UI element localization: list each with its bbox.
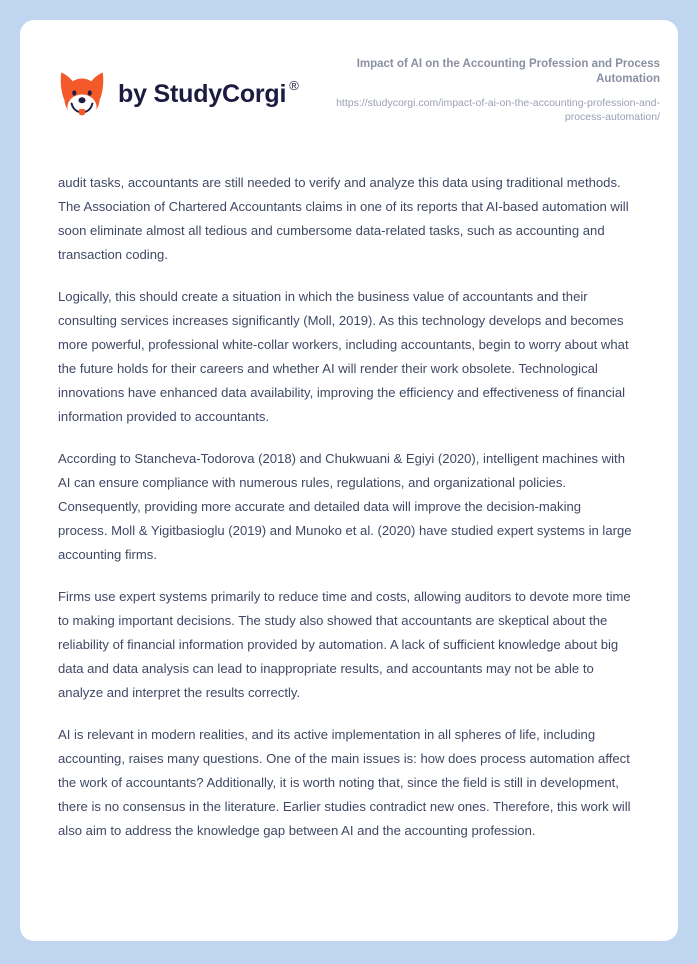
document-header — [20, 20, 678, 124]
article-body — [20, 171, 678, 843]
paragraph: audit tasks, accountants are still needed to verify and analyze this data using traditional methods. The Association of Chartered Accountants claims in one of its reports that AI-based automation will soon eliminate almost all tedious and cumbersome data-related tasks, such as accounting and transaction coding. — [58, 175, 629, 262]
brand-name-text: by StudyCorgi — [118, 79, 287, 108]
brand-wordmark — [118, 77, 299, 108]
paragraph: Firms use expert systems primarily to reduce time and costs, allowing auditors to devote more time to making important decisions. The study also showed that accountants are skeptical about the reliability of financial information provided by automation. A lack of sufficient knowledge about big data and data analysis can lead to inappropriate results, and accountants may not be able to analyze and interpret the results correctly. — [58, 589, 631, 700]
document-meta — [320, 55, 660, 124]
paragraph: Logically, this should create a situation in which the business value of accountants and their consulting services increases significantly (Moll, 2019). As this technology develops and becomes more powerful, professional white-collar workers, including accountants, begin to worry about what the future holds for their careers and whether AI will render their work obsolete. Technological innovations have enhanced data availability, improving the efficiency and effectiveness of financial information provided to accountants. — [58, 289, 629, 424]
paragraph: AI is relevant in modern realities, and its active implementation in all spheres of life, including accounting, raises many questions. One of the main issues is: how does process automation affect the work of accountants? Additionally, it is worth noting that, since the field is still in development, there is no consensus in the literature. Earlier studies contradict new ones. Therefore, this work will also aim to address the knowledge gap between AI and the accounting profession. — [58, 727, 631, 838]
page-title: Impact of AI on the Accounting Profession and Process Automation — [356, 58, 660, 85]
document-paper — [20, 20, 678, 941]
registered-trademark-icon: ® — [289, 77, 299, 93]
paragraph: According to Stancheva-Todorova (2018) and Chukwuani & Egiyi (2020), intelligent machines with AI can ensure compliance with numerous rules, regulations, and organizational policies. Consequently, providing more accurate and detailed data will improve the decision-making process. Moll & Yigitbasioglu (2019) and Munoko et al. (2020) have studied expert systems in large accounting firms. — [58, 451, 632, 562]
brand-lockup — [58, 55, 299, 119]
corgi-logo-icon — [58, 69, 106, 119]
source-url[interactable]: https://studycorgi.com/impact-of-ai-on-the-accounting-profession-and-process-automation/ — [336, 97, 660, 123]
